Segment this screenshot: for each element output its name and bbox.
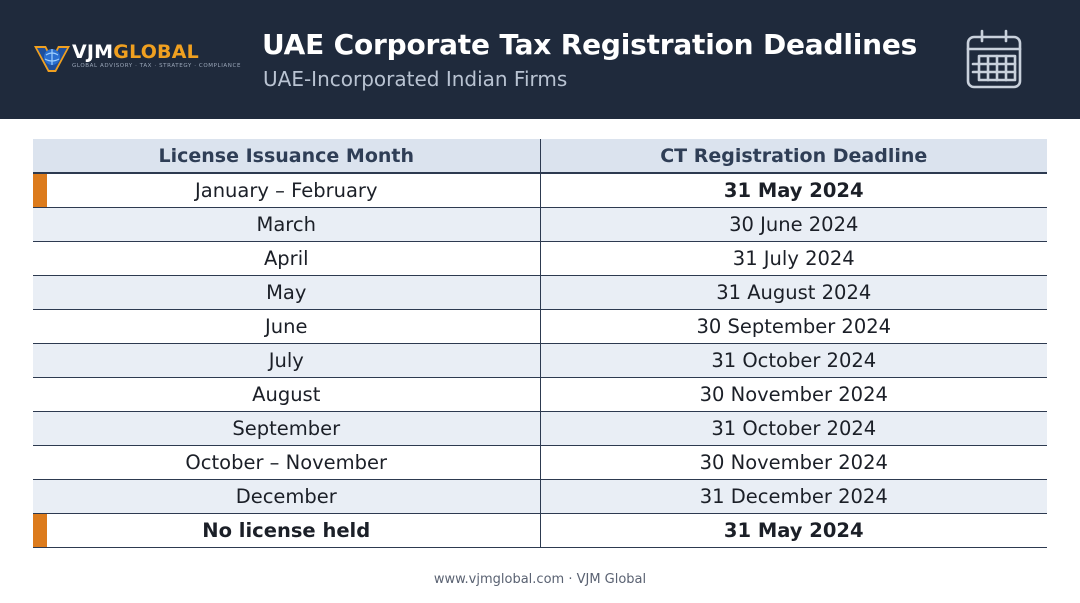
footer-credit: www.vjmglobal.com · VJM Global (433, 572, 647, 587)
deadline-cell: 30 November 2024 (540, 378, 1047, 412)
license-month-cell: September (33, 412, 540, 446)
deadline-cell: 30 November 2024 (540, 446, 1047, 480)
license-month-cell: October – November (33, 446, 540, 480)
table-header-row (33, 139, 1047, 173)
table-row (33, 514, 1047, 548)
table-row (33, 344, 1047, 378)
company-logo (34, 41, 242, 76)
column-header-license-month: License Issuance Month (33, 139, 540, 173)
globe-logo-icon (34, 42, 70, 76)
table-row (33, 412, 1047, 446)
logo-tagline: GLOBAL ADVISORY · TAX · STRATEGY · COMPLIANCE (72, 63, 242, 69)
table-row (33, 276, 1047, 310)
license-month-cell: No license held (33, 514, 540, 548)
table-row (33, 173, 1047, 208)
license-month-cell: May (33, 276, 540, 310)
deadline-cell: 31 July 2024 (540, 242, 1047, 276)
license-month-cell: August (33, 378, 540, 412)
table-row (33, 242, 1047, 276)
calendar-icon (962, 28, 1026, 92)
header-banner (0, 0, 1080, 119)
license-month-cell: December (33, 480, 540, 514)
table-row (33, 378, 1047, 412)
deadline-cell: 31 May 2024 (540, 173, 1047, 208)
license-month-cell: March (33, 208, 540, 242)
license-month-cell: April (33, 242, 540, 276)
deadline-cell: 30 September 2024 (540, 310, 1047, 344)
table-row (33, 480, 1047, 514)
deadline-cell: 31 October 2024 (540, 344, 1047, 378)
license-month-cell: June (33, 310, 540, 344)
deadline-cell: 31 October 2024 (540, 412, 1047, 446)
license-month-cell: July (33, 344, 540, 378)
deadlines-table (33, 139, 1047, 548)
deadline-cell: 31 May 2024 (540, 514, 1047, 548)
page-subtitle: UAE-Incorporated Indian Firms (263, 67, 568, 91)
logo-wordmark-vjm: VJM (72, 41, 114, 63)
table-row (33, 208, 1047, 242)
deadline-cell: 31 December 2024 (540, 480, 1047, 514)
deadline-cell: 31 August 2024 (540, 276, 1047, 310)
logo-wordmark-global: GLOBAL (113, 41, 199, 63)
page-title: UAE Corporate Tax Registration Deadlines (262, 28, 918, 61)
license-month-cell: January – February (33, 173, 540, 208)
deadline-cell: 30 June 2024 (540, 208, 1047, 242)
table-row (33, 310, 1047, 344)
table-row (33, 446, 1047, 480)
column-header-ct-deadline: CT Registration Deadline (540, 139, 1047, 173)
